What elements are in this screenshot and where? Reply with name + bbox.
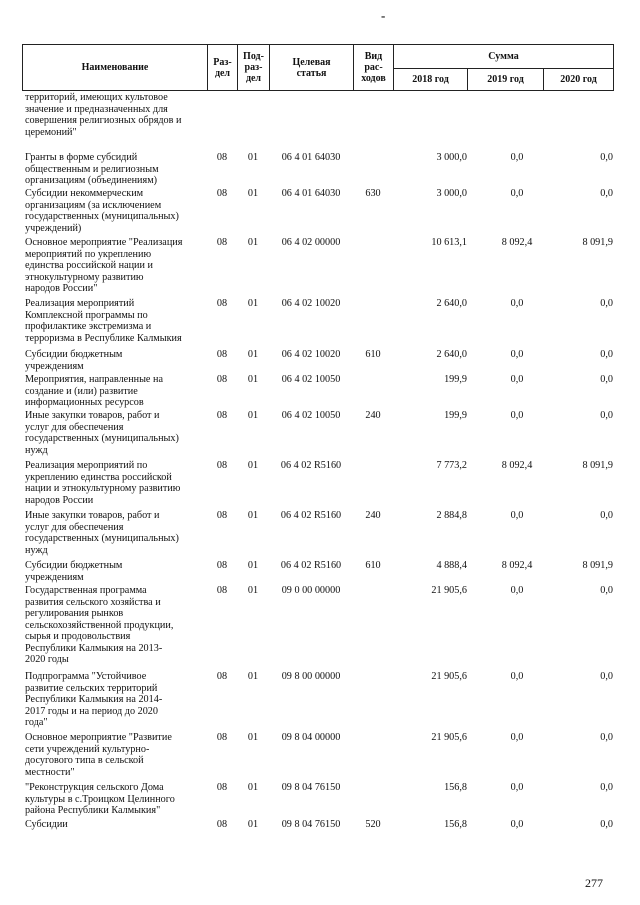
cell-name: Субсидии	[25, 819, 68, 830]
cell-2018: 7 773,2	[436, 460, 467, 471]
cell-vr: 240	[365, 510, 381, 521]
cell-csr: 06 4 02 R5160	[280, 460, 342, 471]
header-summa: Сумма	[394, 45, 614, 69]
cell-csr: 06 4 02 10020	[281, 298, 341, 309]
cell-podrazdel: 01	[247, 237, 259, 248]
page-number: 277	[585, 876, 603, 890]
cell-2019: 0,0	[510, 298, 524, 309]
cell-2018: 21 905,6	[431, 732, 467, 743]
cell-podrazdel: 01	[247, 560, 259, 571]
cell-podrazdel: 01	[247, 152, 259, 163]
cell-2018: 156,8	[444, 819, 467, 830]
cell-vr: 630	[365, 188, 381, 199]
cell-2020: 0,0	[600, 349, 613, 360]
cell-2019: 0,0	[510, 410, 524, 421]
cell-2020: 0,0	[600, 152, 613, 163]
cell-2018: 10 613,1	[431, 237, 467, 248]
cell-csr: 09 8 04 76150	[281, 819, 341, 830]
cell-podrazdel: 01	[247, 585, 259, 596]
cell-podrazdel: 01	[247, 782, 259, 793]
cell-csr: 06 4 02 R5160	[280, 560, 342, 571]
cell-razdel: 08	[216, 152, 228, 163]
cell-2019: 0,0	[510, 671, 524, 682]
cell-2018: 2 884,8	[436, 510, 467, 521]
cell-name: Субсидии бюджетным учреждениям	[25, 349, 123, 372]
cell-razdel: 08	[216, 188, 228, 199]
cell-podrazdel: 01	[247, 374, 259, 385]
cell-razdel: 08	[216, 510, 228, 521]
cell-2018: 199,9	[444, 374, 467, 385]
cell-2020: 0,0	[600, 732, 613, 743]
cell-name: Основное мероприятие "Реализация мероприятий по укреплению единства российской нации и этнокультурному развитию народов России"	[25, 237, 183, 294]
cell-2019: 8 092,4	[501, 560, 533, 571]
cell-podrazdel: 01	[247, 188, 259, 199]
cell-2018: 21 905,6	[431, 585, 467, 596]
cell-2020: 0,0	[600, 410, 613, 421]
header-razdel: Раз- дел	[208, 45, 238, 91]
cell-2019: 0,0	[510, 188, 524, 199]
cell-podrazdel: 01	[247, 460, 259, 471]
cell-name: Реализация мероприятий по укреплению единства российской нации и этнокультурному развитию народов России	[25, 460, 181, 506]
cell-2018: 21 905,6	[431, 671, 467, 682]
cell-2019: 0,0	[510, 732, 524, 743]
cell-2018: 3 000,0	[436, 188, 467, 199]
cell-2019: 8 092,4	[501, 460, 533, 471]
cell-razdel: 08	[216, 298, 228, 309]
table-header	[22, 44, 614, 91]
cell-2018: 156,8	[444, 782, 467, 793]
cell-csr: 06 4 02 10050	[281, 374, 341, 385]
cell-2019: 0,0	[510, 374, 524, 385]
cell-razdel: 08	[216, 671, 228, 682]
cell-csr: 09 8 04 00000	[281, 732, 341, 743]
cell-2020: 0,0	[600, 188, 613, 199]
cell-2019: 0,0	[510, 152, 524, 163]
cell-2019: 0,0	[510, 819, 524, 830]
cell-2019: 0,0	[510, 510, 524, 521]
cell-podrazdel: 01	[247, 732, 259, 743]
cell-2020: 8 091,9	[582, 560, 613, 571]
cell-2020: 8 091,9	[582, 237, 613, 248]
page-dash: -	[381, 8, 386, 23]
cell-podrazdel: 01	[247, 298, 259, 309]
cell-2018: 2 640,0	[436, 298, 467, 309]
cell-csr: 06 4 01 64030	[281, 188, 341, 199]
cell-2020: 0,0	[600, 819, 613, 830]
cell-razdel: 08	[216, 585, 228, 596]
cell-name: Субсидии бюджетным учреждениям	[25, 560, 123, 583]
cell-razdel: 08	[216, 237, 228, 248]
cell-vr: 610	[365, 349, 381, 360]
cell-podrazdel: 01	[247, 349, 259, 360]
cell-razdel: 08	[216, 732, 228, 743]
cell-2020: 0,0	[600, 510, 613, 521]
cell-2020: 0,0	[600, 671, 613, 682]
cell-vr: 240	[365, 410, 381, 421]
cell-csr: 06 4 02 00000	[281, 237, 341, 248]
cell-csr: 06 4 02 10050	[281, 410, 341, 421]
cell-razdel: 08	[216, 410, 228, 421]
cell-name: Подпрограмма "Устойчивое развитие сельских территорий Республики Калмыкия на 2014- 2017 годы и на период до 2020 года"	[25, 671, 163, 728]
cell-podrazdel: 01	[247, 410, 259, 421]
cell-razdel: 08	[216, 819, 228, 830]
cell-name: "Реконструкция сельского Дома культуры в с.Троицком Целинного района Республики Калмыкия"	[25, 782, 175, 816]
cell-vr: 520	[365, 819, 381, 830]
cell-name: Гранты в форме субсидий общественным и религиозным организациям (объединениям)	[25, 152, 159, 186]
cell-razdel: 08	[216, 460, 228, 471]
cell-csr: 09 8 04 76150	[281, 782, 341, 793]
cell-podrazdel: 01	[247, 671, 259, 682]
cell-2018: 3 000,0	[436, 152, 467, 163]
cell-2020: 0,0	[600, 298, 613, 309]
cell-2020: 0,0	[600, 374, 613, 385]
cell-razdel: 08	[216, 349, 228, 360]
cell-name: Субсидии некоммерческим организациям (за исключением государственных (муниципальных) учреждений)	[25, 188, 179, 234]
cell-csr: 06 4 01 64030	[281, 152, 341, 163]
header-2019: 2019 год	[468, 69, 544, 91]
cell-2018: 199,9	[444, 410, 467, 421]
cell-name: Иные закупки товаров, работ и услуг для обеспечения государственных (муниципальных) нужд	[25, 410, 179, 456]
cell-podrazdel: 01	[247, 819, 259, 830]
cell-2018: 4 888,4	[436, 560, 467, 571]
header-csr: Целевая статья	[270, 45, 354, 91]
cell-2020: 0,0	[600, 585, 613, 596]
cell-2019: 8 092,4	[501, 237, 533, 248]
cell-2019: 0,0	[510, 349, 524, 360]
header-name: Наименование	[23, 45, 208, 91]
cell-2019: 0,0	[510, 782, 524, 793]
cell-vr: 610	[365, 560, 381, 571]
cell-2020: 8 091,9	[582, 460, 613, 471]
cell-name: территорий, имеющих культовое значение и предназначенных для совершения религиозных обрядов и церемоний"	[25, 92, 182, 138]
header-vr: Вид рас- ходов	[354, 45, 394, 91]
cell-csr: 06 4 02 10020	[281, 349, 341, 360]
cell-name: Реализация мероприятий Комплексной программы по профилактике экстремизма и терроризма в Республике Калмыкия	[25, 298, 182, 344]
header-podrazdel: Под- раз- дел	[238, 45, 270, 91]
cell-csr: 09 8 00 00000	[281, 671, 341, 682]
cell-2020: 0,0	[600, 782, 613, 793]
header-2018: 2018 год	[394, 69, 468, 91]
cell-name: Мероприятия, направленные на создание и (или) развитие информационных ресурсов	[25, 374, 163, 408]
cell-name: Иные закупки товаров, работ и услуг для обеспечения государственных (муниципальных) нужд	[25, 510, 179, 556]
cell-csr: 09 0 00 00000	[281, 585, 341, 596]
cell-csr: 06 4 02 R5160	[280, 510, 342, 521]
cell-razdel: 08	[216, 374, 228, 385]
cell-name: Государственная программа развития сельского хозяйства и регулирования рынков сельскохозяйственной продукции, сырья и продовольствия Республики Калмыкия на 2013- 2020 годы	[25, 585, 174, 665]
cell-razdel: 08	[216, 782, 228, 793]
cell-name: Основное мероприятие "Развитие сети учреждений культурно- досугового типа в сельской местности"	[25, 732, 172, 778]
cell-razdel: 08	[216, 560, 228, 571]
header-2020: 2020 год	[544, 69, 614, 91]
cell-2018: 2 640,0	[436, 349, 467, 360]
cell-2019: 0,0	[510, 585, 524, 596]
cell-podrazdel: 01	[247, 510, 259, 521]
